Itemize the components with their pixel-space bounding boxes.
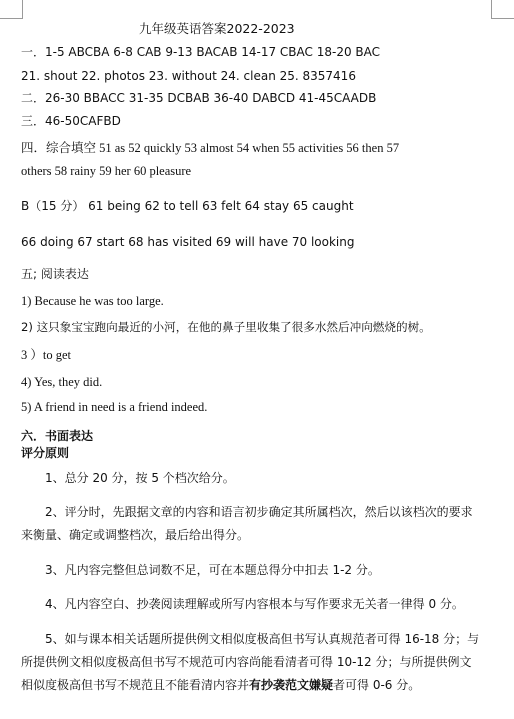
reading-answer-2: 2) 这只象宝宝跑向最近的小河，在他的鼻子里收集了很多水然后冲向燃烧的树。 <box>21 320 431 334</box>
answer-line-part4-b-cont: 66 doing 67 start 68 has visited 69 will have 70 looking <box>21 235 355 249</box>
scoring-rule-2: 2、评分时，先跟据文章的内容和语言初步确定其所属档次，然后以该档次的要求 <box>45 505 473 519</box>
crop-mark-top-right <box>491 0 514 19</box>
answer-line-part3: 三．46-50CAFBD <box>21 114 121 128</box>
reading-answer-5: 5) A friend in need is a friend indeed. <box>21 400 208 414</box>
scoring-rule-2-cont: 来衡量、确定或调整档次，最后给出得分。 <box>21 528 250 542</box>
answer-line-part2: 二．26-30 BBACC 31-35 DCBAB 36-40 DABCD 41-45CAADB <box>21 91 377 105</box>
answer-line-part4-b: B（15 分） 61 being 62 to tell 63 felt 64 stay 65 caught <box>21 199 354 213</box>
crop-mark-top-left <box>0 0 23 19</box>
answer-line-part4-cont: others 58 rainy 59 her 60 pleasure <box>21 164 192 178</box>
answer-line-part1-choice: 一．1-5 ABCBA 6-8 CAB 9-13 BACAB 14-17 CBAC 18-20 BAC <box>21 45 381 59</box>
reading-answer-3: 3 ）to get <box>21 348 71 362</box>
scoring-rule-5-text-c: 者可得 0-6 分。 <box>333 678 421 692</box>
reading-answer-1: 1) Because he was too large. <box>21 294 164 308</box>
scoring-rule-5-cont: 所提供例文相似度极高但书写不规范可内容尚能看清者可得 10-12 分；与所提供例文 <box>21 655 472 669</box>
section-heading-writing: 六．书面表达 <box>21 429 94 443</box>
scoring-principles-heading: 评分原则 <box>21 446 70 460</box>
scoring-rule-3: 3、凡内容完整但总词数不足，可在本题总得分中扣去 1-2 分。 <box>45 563 380 577</box>
reading-answer-4: 4) Yes, they did. <box>21 375 103 389</box>
scoring-rule-5-emphasis: 有抄袭范文嫌疑 <box>249 678 334 692</box>
scoring-rule-4: 4、凡内容空白、抄袭阅读理解或所写内容根本与写作要求无关者一律得 0 分。 <box>45 597 464 611</box>
scoring-rule-5-text-a: 相似度极高但书写不规范且不能看清内容并 <box>21 678 250 692</box>
document-title: 九年级英语答案2022-2023 <box>139 21 295 36</box>
scoring-rule-1: 1、总分 20 分，按 5 个档次给分。 <box>45 471 235 485</box>
answer-line-part1-fill: 21. shout 22. photos 23. without 24. clean 25. 8357416 <box>21 69 356 83</box>
scoring-rule-5-cont-2 <box>21 677 420 693</box>
answer-line-part4: 四．综合填空 51 as 52 quickly 53 almost 54 when 55 activities 56 then 57 <box>21 141 400 155</box>
scoring-rule-5: 5、如与课本相关话题所提供例文相似度极高但书写认真规范者可得 16-18 分；与 <box>45 632 480 646</box>
section-heading-reading: 五; 阅读表达 <box>21 267 89 281</box>
